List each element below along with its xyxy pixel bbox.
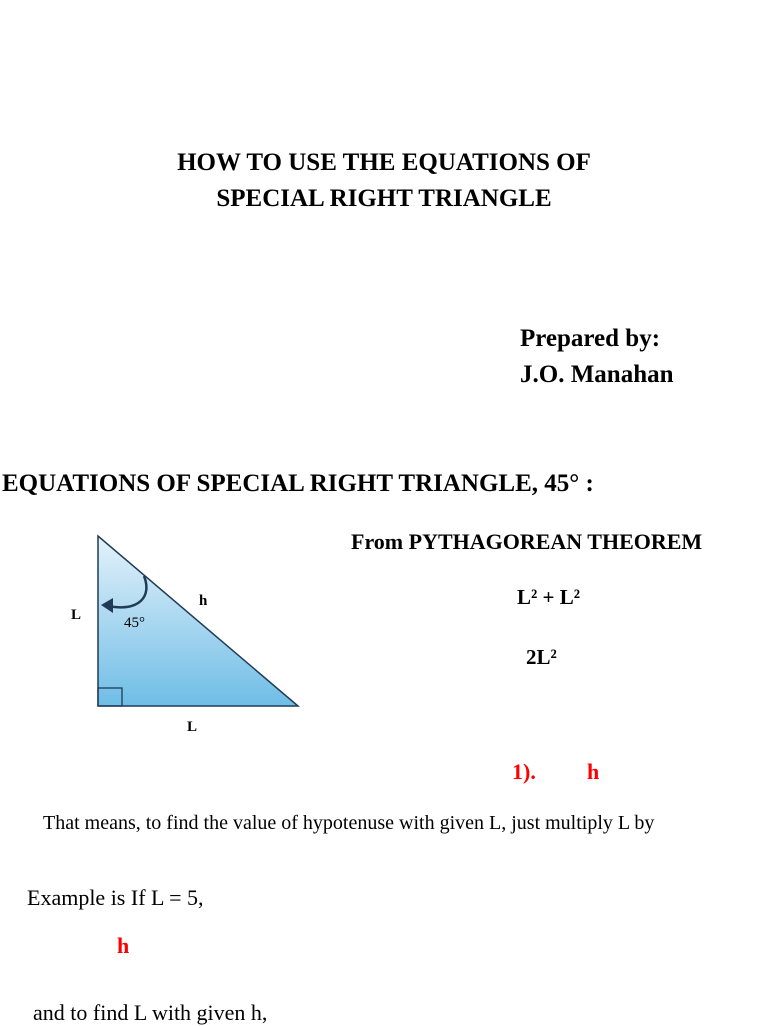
hypotenuse-label: h (199, 593, 208, 609)
explanation-text: That means, to find the value of hypotenuse with given L, just multiply L by (43, 812, 655, 834)
side-label-bottom: L (187, 719, 198, 735)
section-heading: EQUATIONS OF SPECIAL RIGHT TRIANGLE, 45° : (2, 470, 594, 497)
author-name: J.O. Manahan (520, 361, 674, 388)
equation-double: 2L² (526, 645, 557, 669)
result-variable: h (587, 759, 600, 784)
title-line-1: HOW TO USE THE EQUATIONS OF (177, 149, 591, 176)
angle-label: 45° (124, 615, 145, 631)
pythagorean-heading: From PYTHAGOREAN THEOREM (351, 529, 703, 554)
example-text: Example is If L = 5, (27, 885, 204, 910)
result-number: 1). (512, 759, 536, 784)
find-l-text: and to find L with given h, (33, 1000, 268, 1025)
title-line-2: SPECIAL RIGHT TRIANGLE (216, 185, 552, 212)
equation-sum: L² + L² (517, 585, 581, 609)
side-label-left: L (71, 607, 82, 623)
example-variable: h (117, 933, 130, 958)
prepared-by-label: Prepared by: (520, 325, 661, 352)
